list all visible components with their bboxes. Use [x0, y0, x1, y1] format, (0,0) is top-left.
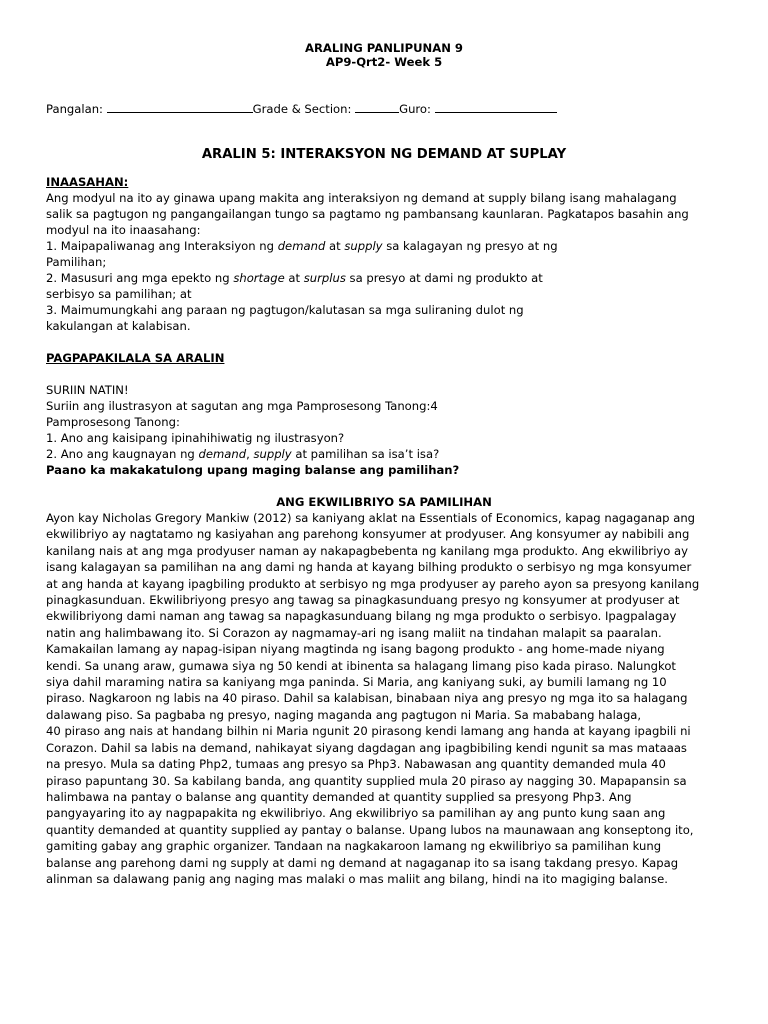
- paragraph-line: 40 piraso ang nais at handang bilhin ni Maria ngunit 20 pirasong kendi lamang ang handa at kayang ipagbili ni: [46, 724, 691, 739]
- text-run-italic: supply: [253, 447, 292, 461]
- ekwilibriyo-heading: ANG EKWILIBRIYO SA PAMILIHAN: [276, 495, 492, 509]
- instruction: Suriin ang ilustrasyon at sagutan ang mga Pamprosesong Tanong:4: [46, 399, 438, 413]
- paragraph-line: siya dahil maraming natira sa kaniyang mga paninda. Si Maria, ang kaniyang suki, ay bumili lamang ng 10: [46, 675, 667, 690]
- paragraph-line: halimbawa na pantay o balanse ang quantity demanded at quantity supplied sa presyong Php3. Ang: [46, 789, 632, 804]
- teacher-blank[interactable]: [435, 101, 557, 113]
- objective-3: 3. Maimumungkahi ang paraan ng pagtugon/kalutasan sa mga suliraning dulot ng: [46, 303, 524, 317]
- objective-1: [46, 238, 558, 254]
- name-label: Pangalan:: [46, 102, 103, 116]
- paragraph-line: isang kalagayan sa pamilihan na ang dami ng handa at kayang bilhing produkto o serbisyo ng mga konsyumer: [46, 560, 692, 575]
- text-run: 1. Maipapaliwanag ang Interaksiyon ng: [46, 239, 278, 253]
- name-blank[interactable]: [107, 101, 253, 113]
- text-run-italic: shortage: [233, 271, 285, 285]
- paragraph-line: Corazon. Dahil sa labis na demand, nahikayat siyang dagdagan ang ipagbibiling kendi ngunit sa mas mataaas: [46, 740, 687, 755]
- grade-section-blank[interactable]: [355, 101, 399, 113]
- student-info-row: [46, 101, 557, 117]
- question-2: [46, 446, 439, 462]
- paragraph-line: piraso papuntang 30. Sa kabilang banda, ang quantity supplied mula 20 piraso ay nagging 30. Mapapansin sa: [46, 773, 687, 788]
- text-run: at: [284, 271, 304, 285]
- text-run: at pamilihan sa isa’t isa?: [291, 447, 440, 461]
- text-run: sa kalagayan ng presyo at ng: [382, 239, 558, 253]
- paragraph-line: dalawang piso. Sa pagbaba ng presyo, naging maganda ang pagtugon ni Maria. Sa mababang halaga,: [46, 707, 642, 722]
- week-code: AP9-Qrt2- Week 5: [325, 55, 443, 69]
- paragraph-line: quantity demanded at quantity supplied ay pantay o balanse. Upang lubos na maunawaan ang konseptong ito,: [46, 822, 694, 837]
- grade-section-label: Grade & Section:: [252, 102, 352, 116]
- paragraph-line: na presyo. Mula sa dating Php2, tumaas ang presyo sa Php3. Nabawasan ang quantity demanded mula 40: [46, 757, 666, 772]
- text-run: 2. Masusuri ang mga epekto ng: [46, 271, 234, 285]
- paragraph-line: ekwilibriyong dami naman ang tawag sa napagkasunduang bilang ng mga produkto o serbisyo. Ipagpalagay: [46, 609, 677, 624]
- paragraph-line: pangyayaring ito ay nagpapakita ng ekwilibriyo. Ang ekwilibriyo sa pamilihan ay ang punto kung saan ang: [46, 806, 666, 821]
- paragraph-line: kendi. Sa unang araw, gumawa siya ng 50 kendi at ibinenta sa halagang limang piso kada piraso. Nalungkot: [46, 658, 676, 673]
- question-3: Paano ka makakatulong upang maging balanse ang pamilihan?: [46, 463, 460, 477]
- paragraph-line: gamiting gabay ang graphic organizer. Tandaan na nagkakaroon lamang ng ekwilibriyo sa pamilihan kung: [46, 839, 662, 854]
- inaasahan-line: modyul na ito inaasahang:: [46, 223, 201, 237]
- suriin-label: SURIIN NATIN!: [46, 383, 129, 397]
- question-1: 1. Ano ang kaisipang ipinahihiwatig ng ilustrasyon?: [46, 431, 345, 445]
- paragraph-line: at ang handa at kayang ipagbiling produkto at serbisyo ng mga prodyuser ay pareho ayon sa presyong kanilang: [46, 576, 700, 591]
- text-run-italic: demand: [198, 447, 247, 461]
- paragraph-line: Kamakailan lamang ay napag-isipan niyang magtinda ng isang bagong produkto - ang home-made niyang: [46, 642, 665, 657]
- paragraph-line: balanse ang parehong dami ng supply at dami ng demand at nagaganap ito sa isang takdang presyo. Kapag: [46, 855, 679, 870]
- text-run: sa presyo at dami ng produkto at: [345, 271, 543, 285]
- pagpapakilala-heading: PAGPAPAKILALA SA ARALIN: [46, 351, 225, 365]
- paragraph-line: alinman sa dalawang panig ang naging mas malaki o mas maliit ang bilang, hindi na ito magiging balanse.: [46, 871, 668, 886]
- paragraph-line: natin ang halimbawang ito. Si Corazon ay nagmamay-ari ng isang maliit na tindahan malapit sa paaralan.: [46, 625, 662, 640]
- paragraph-line: piraso. Nagkaroon ng labis na 40 piraso. Dahil sa kalabisan, binabaan niya ang presyo ng mga ito sa halagang: [46, 691, 688, 706]
- paragraph-line: ekwilibriyo ay nagtatamo ng kasiyahan ang parehong konsyumer at prodyuser. Ang konsyumer ay nabibili ang: [46, 527, 690, 542]
- text-run: at: [325, 239, 345, 253]
- objective-2: [46, 270, 543, 286]
- paragraph-line: pinagkasunduan. Ekwilibriyong presyo ang tawag sa pinagkasunduang presyo ng konsyumer at prodyuser at: [46, 593, 680, 608]
- inaasahan-heading: INAASAHAN:: [46, 175, 129, 189]
- paragraph-line: Ayon kay Nicholas Gregory Mankiw (2012) sa kaniyang aklat na Essentials of Economics, kapag nagaganap ang: [46, 511, 696, 525]
- ekwilibriyo-paragraph: [46, 510, 736, 887]
- objective-1-cont: Pamilihan;: [46, 255, 107, 269]
- objective-3-cont: kakulangan at kalabisan.: [46, 319, 191, 333]
- paragraph-line: kanilang nais at ang mga prodyuser naman ay nakapagbebenta ng kanilang mga produkto. Ang ekwilibriyo ay: [46, 543, 689, 558]
- text-run-italic: demand: [277, 239, 326, 253]
- lesson-title: ARALIN 5: INTERAKSYON NG DEMAND AT SUPLAY: [201, 147, 567, 162]
- subject-header: ARALING PANLIPUNAN 9: [304, 41, 464, 55]
- text-run-italic: surplus: [303, 271, 346, 285]
- inaasahan-line: salik sa pagtugon ng pangangailangan tungo sa pagtamo ng pambansang kaunlaran. Pagkatapos basahin ang: [46, 207, 689, 221]
- text-run-italic: supply: [344, 239, 383, 253]
- text-run: ,: [246, 447, 254, 461]
- objective-2-cont: serbisyo sa pamilihan; at: [46, 287, 192, 301]
- inaasahan-line: Ang modyul na ito ay ginawa upang makita ang interaksiyon ng demand at supply bilang isang mahalagang: [46, 191, 677, 205]
- text-run: 2. Ano ang kaugnayan ng: [46, 447, 199, 461]
- teacher-label: Guro:: [399, 102, 431, 116]
- tanong-label: Pamprosesong Tanong:: [46, 415, 180, 429]
